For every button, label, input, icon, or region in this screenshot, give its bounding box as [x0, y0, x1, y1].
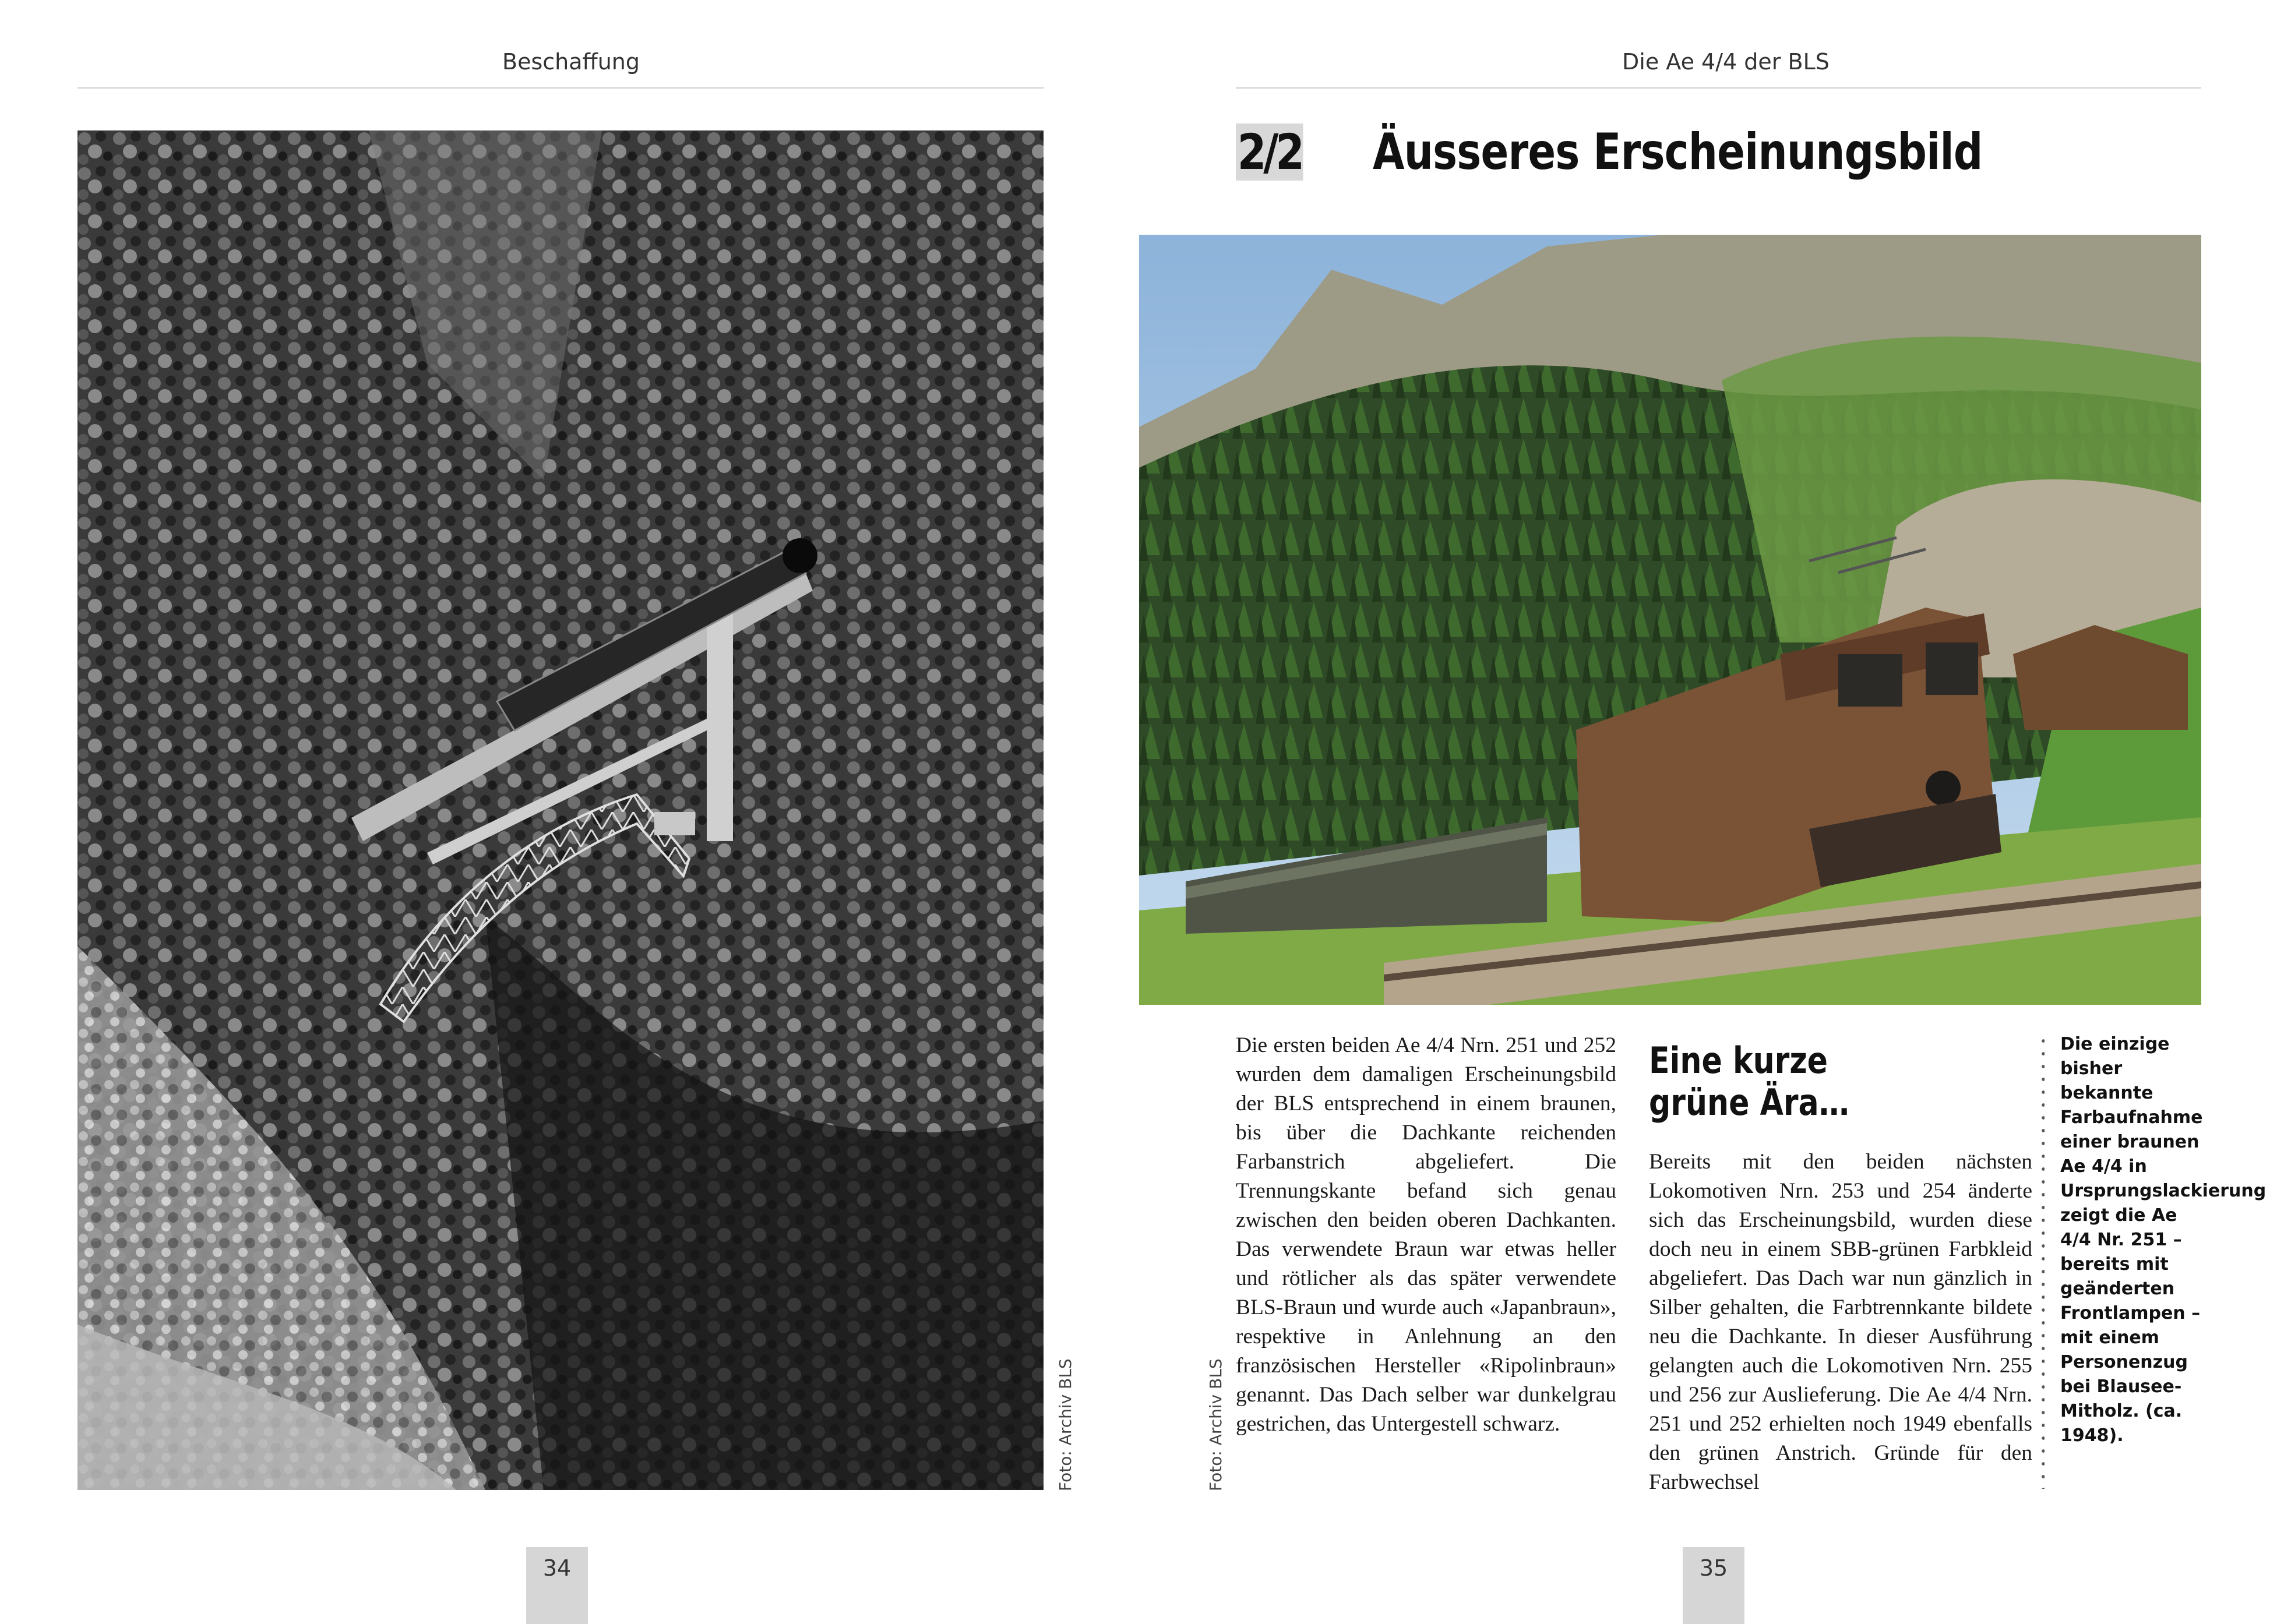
chapter-number: 2/2 [1236, 123, 1303, 181]
right-header-rule [1236, 87, 2201, 89]
section-subhead: Eine kurze grüne Ära… [1649, 1039, 1849, 1124]
caption-dotted-rule [2041, 1035, 2045, 1489]
left-running-head: Beschaffung [502, 49, 640, 75]
photo-caption: Die einzige bisher bekannte Farbaufnahme einer braunen Ae 4/4 in Ursprungslackierung zeigt die Ae 4/4 Nr. 251 – bereits mit geänderten Frontlampen – mit einem Personenzug bei Blausee-Mitholz. (ca. 1948). [2060, 1034, 2267, 1446]
left-header-rule [77, 87, 1044, 89]
left-photo-credit: Foto: Archiv BLS [1056, 1358, 1075, 1491]
right-page-number: 35 [1683, 1547, 1744, 1624]
chapter-title: Äusseres Erscheinungsbild [1373, 123, 1983, 181]
body-column-2: Bereits mit den beiden nächsten Lokomotiven Nrn. 253 und 254 änderte sich das Erscheinungsbild, wurden diese doch neu in einem SBB-grünen Farbkleid abgeliefert. Das Dach war nun gänzlich in Silber gehalten, die Farbtrennkante bildete neu die Dachkante. In dieser Ausführung gelangten auch die Lokomotiven Nrn. 255 und 256 zur Auslieferung. Die Ae 4/4 Nrn. 251 und 252 erhielten noch 1949 ebenfalls den grünen Anstrich. Gründe für den Farbwechsel [1649, 1150, 2032, 1494]
body-column-1: Die ersten beiden Ae 4/4 Nrn. 251 und 252 wurden dem damaligen Erscheinungsbild der BLS entsprechend in einem braunen, bis über die Dachkante reichenden Farbanstrich abgeliefert. Die Trennungskante befand sich genau zwischen den beiden oberen Dachkanten. Das verwendete Braun war etwas heller und rötlicher als das später verwendete BLS-Braun und wurde auch «Japanbraun», respektive in Anlehnung an den französischen Hersteller «Ripolinbraun» genannt. Das Dach selber war dunkelgrau gestrichen, das Untergestell schwarz. [1236, 1033, 1616, 1436]
brown-locomotive-photo [1139, 235, 2201, 1005]
right-photo-credit: Foto: Archiv BLS [1206, 1358, 1225, 1491]
left-page-number: 34 [526, 1547, 588, 1624]
right-running-head: Die Ae 4/4 der BLS [1622, 49, 1830, 75]
bridge-train-photo [77, 130, 1044, 1490]
